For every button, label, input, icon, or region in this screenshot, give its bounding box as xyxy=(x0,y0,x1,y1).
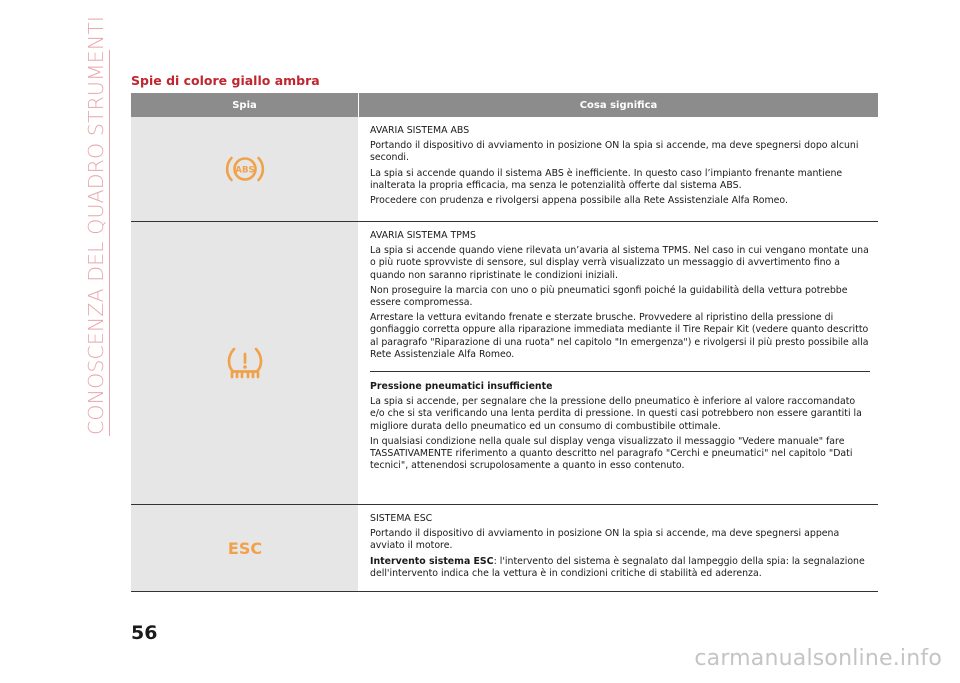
sub-section-pressione xyxy=(370,371,870,472)
paragraph: Portando il dispositivo di avviamento in posizione ON la spia si accende, ma deve spegnersi appena avviato il motore. xyxy=(370,528,840,552)
row-heading: AVARIA SISTEMA ABS xyxy=(370,125,470,136)
paragraph: Portando il dispositivo di avviamento in posizione ON la spia si accende, ma deve spegnersi dopo alcuni secondi. xyxy=(370,140,859,164)
paragraph xyxy=(370,556,870,580)
abs-warning-icon xyxy=(225,153,265,185)
description-cell xyxy=(358,222,870,504)
icon-cell xyxy=(131,222,358,504)
paragraph: Arrestare la vettura evitando frenate e sterzate brusche. Provvedere al ripristino della pressione di gonfiaggio corretta oppure alla riparazione immediata mediante il Tire Repair Kit (vedere quanto descritto al paragrafo "Riparazione di una ruota" nel capitolo "In emergenza") e rivolgersi il più presto possibile alla Rete Assistenziale Alfa Romeo. xyxy=(370,312,869,360)
chapter-title-text: CONOSCENZA DEL QUADRO STRUMENTI xyxy=(84,15,108,435)
icon-cell xyxy=(131,117,358,221)
paragraph: In qualsiasi condizione nella quale sul display venga visualizzato il messaggio "Vedere manuale" fare TASSATIVAMENTE riferimento a quanto descritto nel paragrafo "Cerchi e pneumatici" nel capitolo "Dati tecnici", attenendosi scrupolosamente a quanto in esso contenuto. xyxy=(370,435,853,472)
paragraph: La spia si accende quando viene rilevata un’avaria al sistema TPMS. Nel caso in cui vengano montate una o più ruote sprovviste di sensore, sul display verrà visualizzato un messaggio di avvertimento fino a quando non saranno ripristinate le condizioni iniziali. xyxy=(370,245,869,281)
table-row xyxy=(131,505,878,592)
section-title: Spie di colore giallo ambra xyxy=(131,73,320,88)
chapter-divider xyxy=(109,50,110,436)
row-heading: AVARIA SISTEMA TPMS xyxy=(370,230,476,241)
lead-rest: : l'intervento del sistema è segnalato dal lampeggio della spia: la segnalazione dell'intervento indica che la vettura è in condizioni critiche di stabilità ed aderenza. xyxy=(370,555,865,579)
row-heading: SISTEMA ESC xyxy=(370,513,433,524)
warning-lights-table xyxy=(131,93,878,592)
bold-lead: Intervento sistema ESC xyxy=(370,555,494,567)
table-row xyxy=(131,117,878,222)
paragraph: Non proseguire la marcia con uno o più pneumatici sgonfi poiché la guidabilità della vettura potrebbe essere compromessa. xyxy=(370,284,848,309)
esc-warning-icon xyxy=(223,538,267,558)
paragraph: La spia si accende, per segnalare che la pressione dello pneumatico è inferiore al valore raccomandato e/o che si sta verificando una lenta perdita di pressione. In questi casi potrebbero non essere garantiti la migliore durata dello pneumatico ed un consumo di combustibile ottimale. xyxy=(370,396,862,432)
sub-heading: Pressione pneumatici insufficiente xyxy=(370,381,553,393)
page-number: 56 xyxy=(131,622,158,644)
paragraph: Procedere con prudenza e rivolgersi appena possibile alla Rete Assistenziale Alfa Romeo. xyxy=(370,195,788,207)
header-cosa-significa: Cosa significa xyxy=(358,93,878,117)
table-header xyxy=(131,93,878,117)
paragraph: La spia si accende quando il sistema ABS è inefficiente. In questo caso l’impianto frenante mantiene inalterata la propria efficacia, ma senza le potenzialità offerte dal sistema ABS. xyxy=(370,167,843,191)
watermark: carmanualsonline.info xyxy=(694,646,942,671)
description-cell xyxy=(358,505,870,591)
header-spia: Spia xyxy=(232,99,257,111)
description-cell xyxy=(358,117,870,221)
icon-cell xyxy=(131,505,358,591)
table-row xyxy=(131,222,878,505)
abs-icon-label: ABS xyxy=(234,165,255,176)
esc-icon-label: ESC xyxy=(227,539,262,558)
tpms-warning-icon xyxy=(225,346,265,380)
